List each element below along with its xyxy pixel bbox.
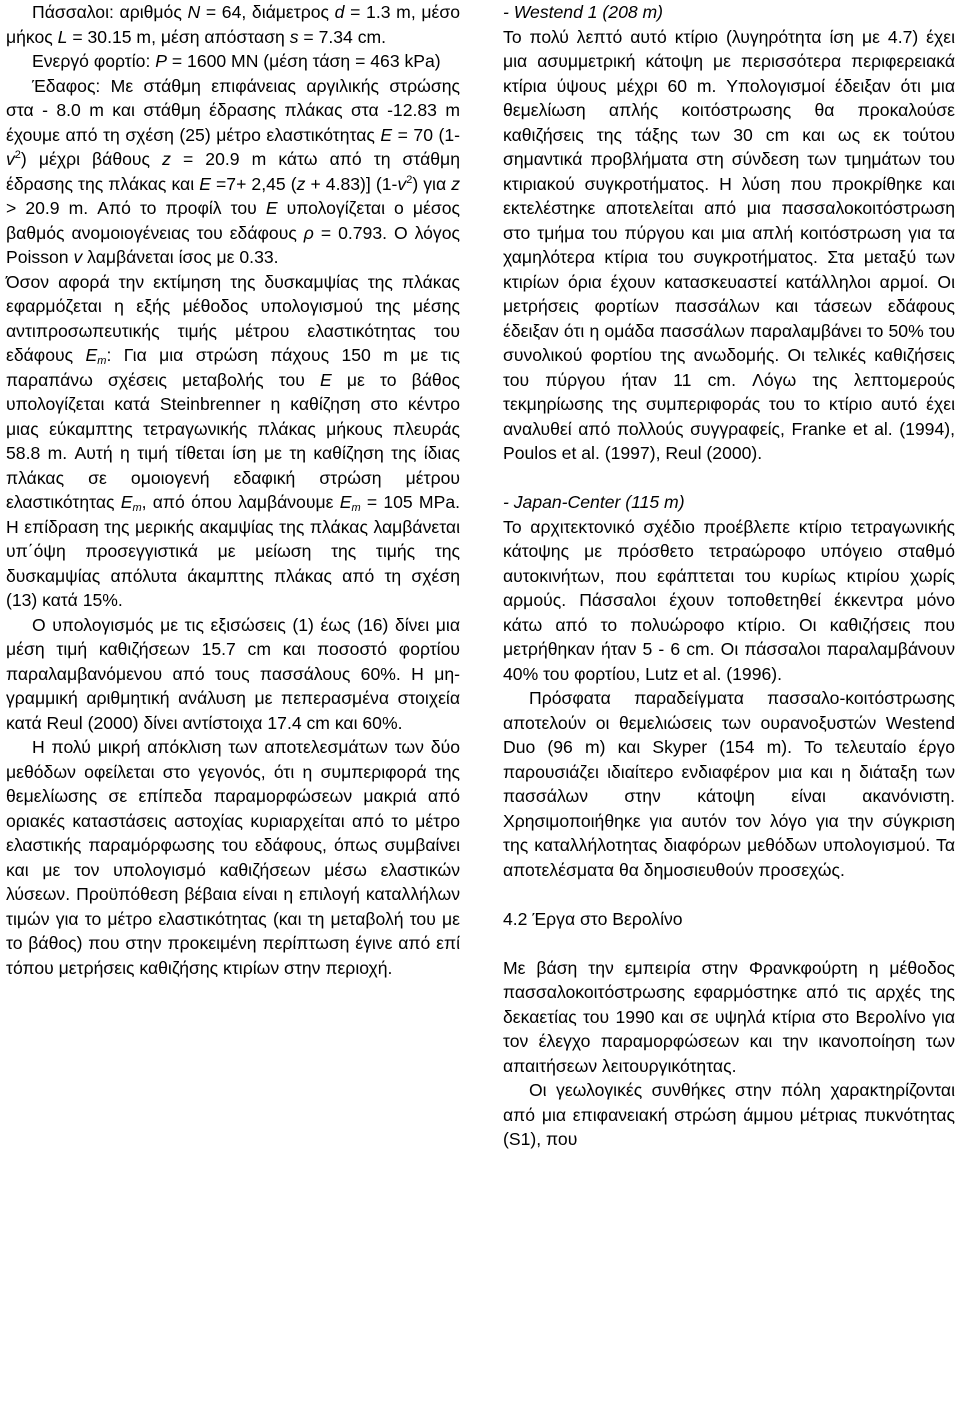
text-run: = 64, διάμετρος [200, 2, 335, 22]
symbol-z: z [451, 173, 460, 194]
symbol-v: v [6, 149, 15, 169]
symbol-e: E [320, 369, 332, 390]
text-run: λαμβάνεται ίσος με 0.33. [82, 247, 279, 267]
text-run: ) μέχρι βάθους [20, 149, 163, 169]
symbol-rho: ρ [303, 222, 314, 243]
subscript: m [97, 355, 107, 367]
symbol-e: E [265, 198, 278, 218]
symbol-v: v [73, 247, 83, 267]
text-run: Πάσσαλοι: αριθμός [32, 2, 188, 22]
text-run: Ενεργό φορτίο: [32, 51, 156, 71]
symbol-e: E [120, 492, 133, 512]
text-run: + 4.83)] (1- [305, 173, 398, 194]
japan-center-heading: - Japan-Center (115 m) [503, 492, 685, 512]
westend-paragraph: Το πολύ λεπτό αυτό κτίριο (λυγηρότητα ίση με 4.7) έχει μια ασυμμετρική κάτοψη με περισσότερα περιφερειακά κτίρια ύψους μέχρι 60 m. Υπολογισμοί έδειξαν ότι μια θεμελίωση απλής κοιτόστρωσης θα προκαλούσε καθιζήσεις της τάξης των 30 cm και ως εκ τούτου σημαντικά προβλήματα στη σύνδεση των τμημάτων του κτιριακού συγκροτήματος. Η λύση που προκρίθηκε και εκτελέστηκε αποτελείται από μια πασσαλοκοιτόστρωση στο τμήμα του πύργου και μια απλή κοιτόστρωση για τα χαμηλότερα κτίρια του συγκροτήματος. Στα μεταξύ των κτιρίων όρια έχουν κατασκευαστεί κατάλληλοι αρμοί. Οι μετρήσεις φορτίων πασσάλων και τάσεων εδάφους έδειξαν ότι η ομάδα πασσάλων παραλαμβάνει το 50% του συνολικού φορτίου της ανωδομής. Οι τελικές καθιζήσεις του πύργου ήταν 11 cm. Λόγω της λεπτομερούς τεκμηρίωσης της συμπεριφοράς του το κτίριο αυτό έχει αναλυθεί από πολλούς συγγραφείς, Franke et al. (1994), Poulos et al. (1997), Reul (2000). [503, 26, 955, 463]
text-run: = 20.9 m κάτω από τη στάθμη έδρασης της πλάκας και [6, 149, 460, 194]
symbol-z: z [296, 173, 306, 194]
symbol-e: E [199, 173, 211, 194]
text-run: = 30.15 m, μέση απόσταση [67, 26, 290, 47]
calculation-paragraph: Ο υπολογισμός με τις εξισώσεις (1) έως (16) δίνει μια μέση τιμή καθιζήσεων 15.7 cm και ποσοστό φορτίου παραλαμβανόμενου από τους πασσάλους 60%. Η μη-γραμμική αριθμητική ανάλυση με πεπερασμένα στοιχεία κατά Reul (2000) δίνει αντίστοιχα 17.4 cm και 60%. [6, 614, 460, 733]
subscript: m [351, 502, 361, 514]
superscript: 2 [14, 149, 21, 161]
text-run: , από όπου λαμβάνουμε [141, 492, 340, 512]
geology-paragraph: Οι γεωλογικές συνθήκες στην πόλη χαρακτηρίζονται από μια επιφανειακή στρώση άμμου μέτριας πυκνότητας (S1), που [503, 1080, 955, 1149]
deviation-paragraph: Η πολύ μικρή απόκλιση των αποτελεσμάτων των δύο μεθόδων οφείλεται στο γεγονός, ότι η συμπεριφορά της θεμελίωσης σε επίπεδα παραμορφώσεων μακριά από οριακές καταστάσεις αστοχίας κυριαρχείται από το μέτρο ελαστικής παραμόρφωσης του εδάφους, όπως συμβαίνει και με τον υπολογισμό καθιζήσεων μέσω ελαστικών λύσεων. Προϋπόθεση βέβαια είναι η επιλογή καταλλήλων τιμών για το μέτρο ελαστικότητας (και τη μεταβολή του με το βάθος) που στην προκειμένη περίπτωση έγινε από επί τόπου μετρήσεις καθιζήσης κτιρίων στην περιοχή. [6, 737, 460, 978]
spacer [503, 466, 955, 491]
spacer [503, 931, 955, 956]
text-run: = 1600 MN (μέση τάση = 463 kPa) [166, 51, 441, 71]
symbol-e: E [85, 345, 98, 365]
symbol-d: d [334, 2, 345, 22]
recent-examples-paragraph: Πρόσφατα παραδείγματα πασσαλο-κοιτόστρωσης αποτελούν οι θεμελιώσεις των ουρανοξυστών Westend Duo (96 m) και Skyper (154 m). Το τελευταίο έργο παρουσιάζει ιδιαίτερο ενδιαφέρον μια και η διάταξη των πασσάλων στην κάτοψη είναι ακανόνιστη. Χρησιμοποιήθηκε για αυτόν τον λόγο για την σύγκριση της καταλλήλοτητας διαφόρων μεθόδων υπολογισμού. Τα αποτελέσματα θα δημοσιευθούν προσεχώς. [503, 688, 955, 880]
soil-paragraph [6, 74, 460, 270]
text-run: = 7.34 cm. [298, 26, 387, 47]
text-run: = 105 MPa. Η επίδραση της μερικής ακαμψίας της πλάκας λαμβάνεται υπ΄όψη προσεγγιστικά με μείωση της τιμής της δυσκαμψίας απόλυτα άκαμπτης πλάκας από τη σχέση (13) κατά 15%. [6, 492, 460, 610]
load-paragraph [6, 49, 460, 74]
superscript: 2 [406, 173, 413, 186]
text-run: = 70 (1- [392, 124, 460, 145]
text-run: =7+ 2,45 ( [210, 173, 297, 194]
subscript: m [132, 502, 142, 514]
symbol-e: E [339, 492, 352, 512]
symbol-v: v [397, 173, 407, 194]
symbol-s: s [289, 26, 299, 47]
text-run: > 20.9 m. Από το προφίλ του [6, 198, 266, 218]
symbol-l: L [57, 26, 68, 47]
westend-heading: - Westend 1 (208 m) [503, 2, 664, 22]
berlin-paragraph: Με βάση την εμπειρία στην Φρανκφούρτη η μέθοδος πασσαλοκοιτόστρωσης εφαρμόστηκε από τις αρχές της δεκαετίας του 1990 και σε υψηλά κτίρια στο Βερολίνο για τον έλεγχο παραμορφώσεων και την ικανοποίηση των απαιτήσεων λειτουργικότητας. [503, 957, 955, 1076]
text-run: = 0.793. Ο λόγος Poisson [6, 222, 460, 267]
text-run: υπολογίζεται ο μέσος βαθμός ανομοιογένειας του εδάφους [6, 198, 461, 243]
text-run: : Για μια στρώση πάχους 150 m με τις παραπάνω σχέσεις μεταβολής του [6, 345, 460, 390]
japan-center-paragraph: Το αρχιτεκτονικό σχέδιο προέβλεπε κτίριο τετραγωνικής κάτοψης με πρόσθετο τετραώροφο υπόγειο σταθμό αυτοκινήτων, που εφάπτεται του κυρίως κτιρίου χωρίς αρμούς. Πάσσαλοι έχουν τοποθετηθεί έκκεντρα μόνο κάτω από το πολυώροφο κτίριο. Οι καθιζήσεις που μετρήθηκαν ήταν 5 - 6 cm. Οι πάσσαλοι παραλαμβάνουν 40% του φορτίου, Lutz et al. (1996). [503, 516, 955, 684]
text-run: με το βάθος υπολογίζεται κατά Steinbrenner η καθίζηση στο κέντρο μιας εύκαμπτης τετραγωνικής πλάκας μήκους πλευράς 58.8 m. Αυτή η τιμή τίθεται ίση με τη καθίζηση της ίδιας πλάκας σε ομοιογενή εδαφική στρώση μέτρου ελαστικότητας [6, 369, 460, 512]
symbol-z: z [162, 149, 171, 169]
stiffness-paragraph [6, 270, 460, 613]
left-column [6, 0, 460, 980]
pile-parameters-paragraph [6, 0, 460, 49]
text-run: ) για [412, 173, 452, 194]
text-run: Όσον αφορά την εκτίμηση της δυσκαμψίας της πλάκας εφαρμόζεται η εξής μέθοδος υπολογισμού της μέσης αντιπροσωπευτικής τιμής μέτρου ελαστικότητας του εδάφους [6, 271, 460, 365]
section-heading-berlin: 4.2 Έργα στο Βερολίνο [503, 908, 683, 929]
symbol-n: N [187, 2, 201, 22]
symbol-p: P [155, 51, 167, 71]
right-column [503, 0, 955, 1152]
text-run: = 1.3 m, μέσο μήκος [6, 2, 460, 47]
spacer [503, 882, 955, 907]
symbol-e: E [380, 124, 393, 145]
text-run: Έδαφος: Με στάθμη επιφάνειας αργιλικής στρώσης στα - 8.0 m και στάθμη έδρασης πλάκας στα -12.83 m έχουμε από τη σχέση (25) μέτρο ελαστικότητας [6, 75, 460, 145]
